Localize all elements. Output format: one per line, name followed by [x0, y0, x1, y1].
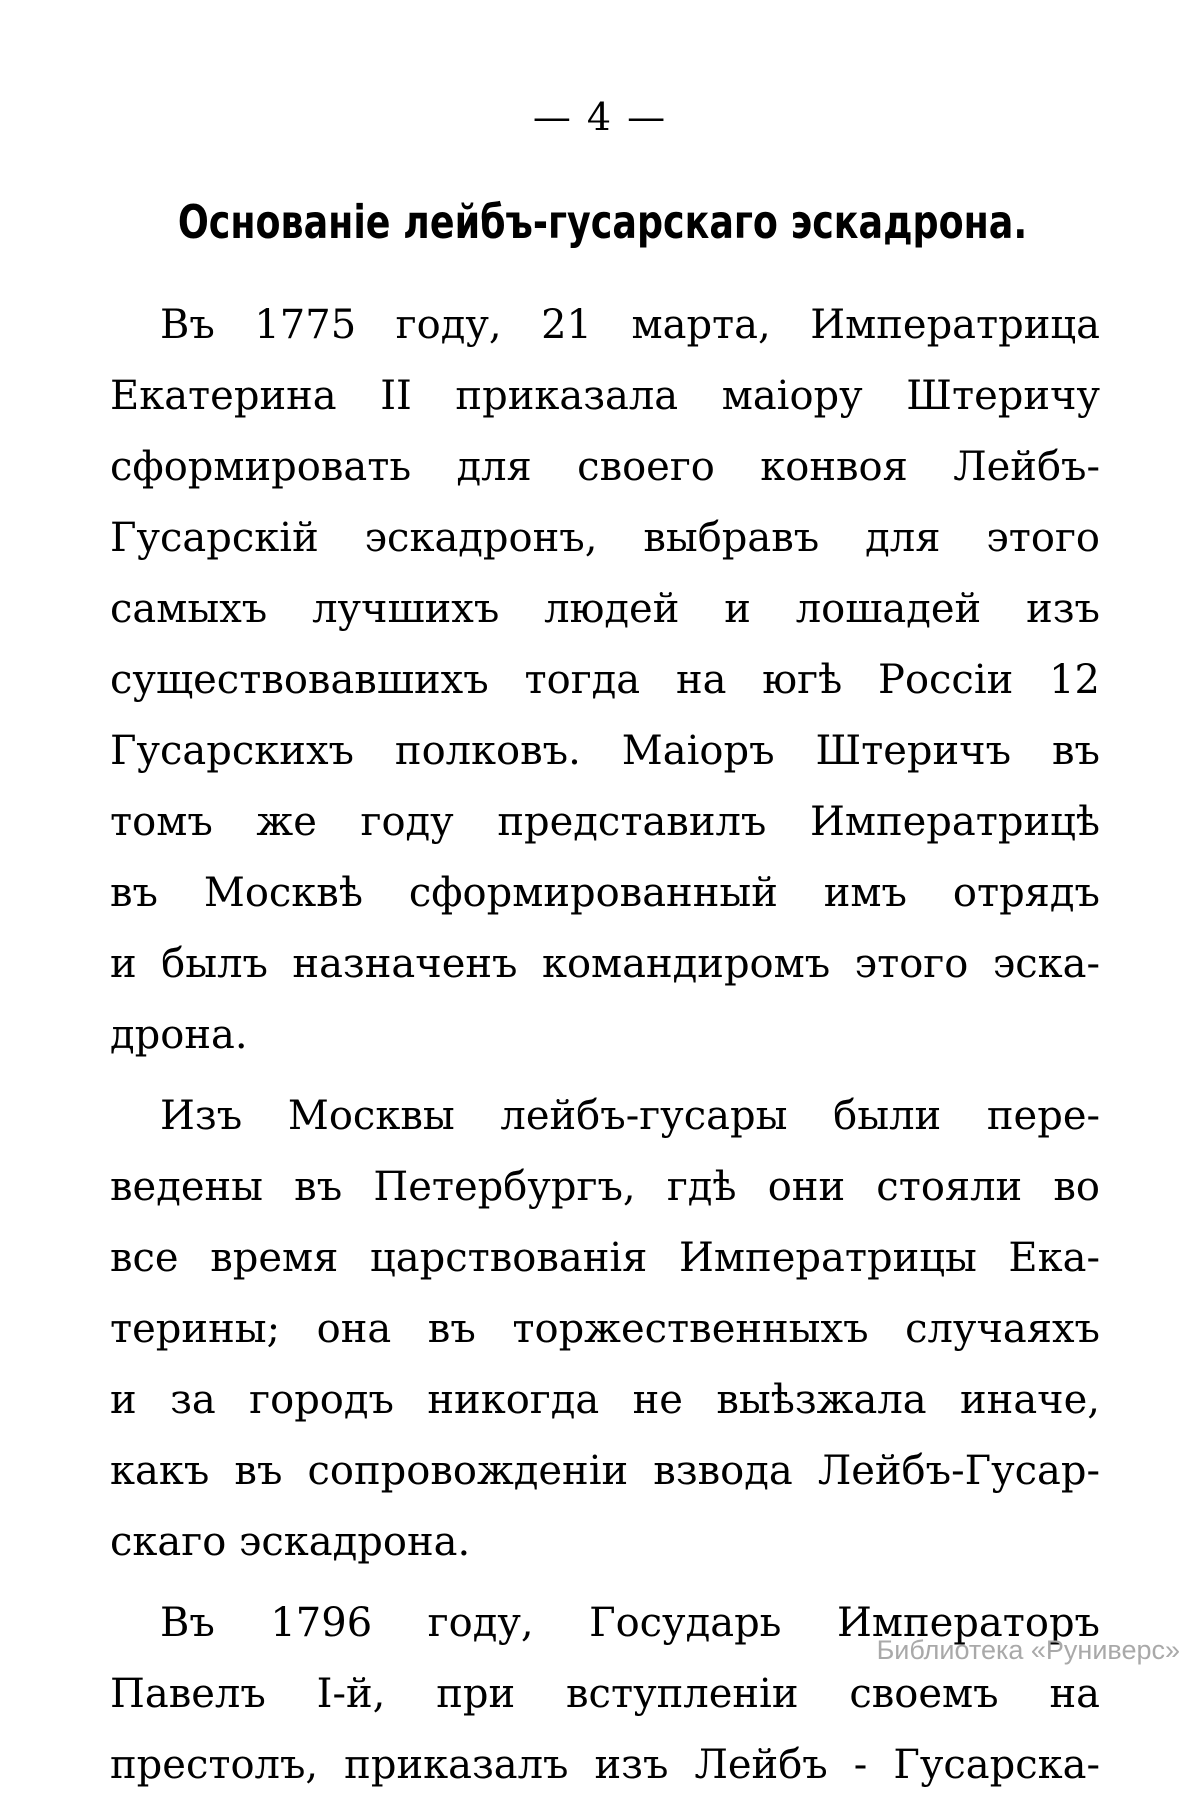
paragraph-3 [110, 1588, 1100, 1801]
page-number: — 4 — [532, 95, 668, 139]
text-line: и за городъ никогда не выѣзжала иначе, [110, 1377, 1100, 1423]
text-line: и былъ назначенъ командиромъ этого эска- [110, 941, 1100, 987]
text-line: престолъ, приказалъ изъ Лейбъ - Гусарска- [110, 1742, 1100, 1788]
text-line: ведены въ Петербургъ, гдѣ они стояли во [110, 1164, 1100, 1210]
text-line: въ Москвѣ сформированный имъ отрядъ [110, 870, 1100, 916]
text-line: дрона. [110, 1012, 248, 1058]
text-line: Въ 1775 году, 21 марта, Императрица [160, 302, 1100, 348]
text-line: томъ же году представилъ Императрицѣ [110, 799, 1100, 845]
text-line: Гусарскій эскадронъ, выбравъ для этого [110, 515, 1100, 561]
text-line: Екатерина II приказала маіору Штеричу [110, 373, 1100, 419]
text-line: существовавшихъ тогда на югѣ Россіи 12 [110, 657, 1100, 703]
text-line: Изъ Москвы лейбъ-гусары были пере- [160, 1093, 1100, 1139]
text-line: терины; она въ торжественныхъ случаяхъ [110, 1306, 1100, 1352]
text-line: какъ въ сопровожденіи взвода Лейбъ-Гусар- [110, 1448, 1100, 1494]
text-line: Павелъ І-й, при вступленіи своемъ на [110, 1671, 1100, 1717]
text-line: все время царствованія Императрицы Ека- [110, 1235, 1100, 1281]
library-watermark: Библиотека «Руниверс» [876, 1635, 1180, 1665]
text-line: Гусарскихъ полковъ. Маіоръ Штеричъ въ [110, 728, 1100, 774]
paragraph-2 [110, 1081, 1100, 1578]
paragraph-1 [110, 290, 1100, 1071]
text-line: Въ 1796 году, Государь Императоръ [160, 1600, 1100, 1646]
body-text [110, 290, 1100, 1801]
text-line: сформировать для своего конвоя Лейбъ- [110, 444, 1100, 490]
text-line: самыхъ лучшихъ людей и лошадей изъ [110, 586, 1100, 632]
chapter-heading: Основаніе лейбъ-гусарскаго эскадрона. [177, 195, 1028, 249]
text-line: скаго эскадрона. [110, 1519, 471, 1565]
